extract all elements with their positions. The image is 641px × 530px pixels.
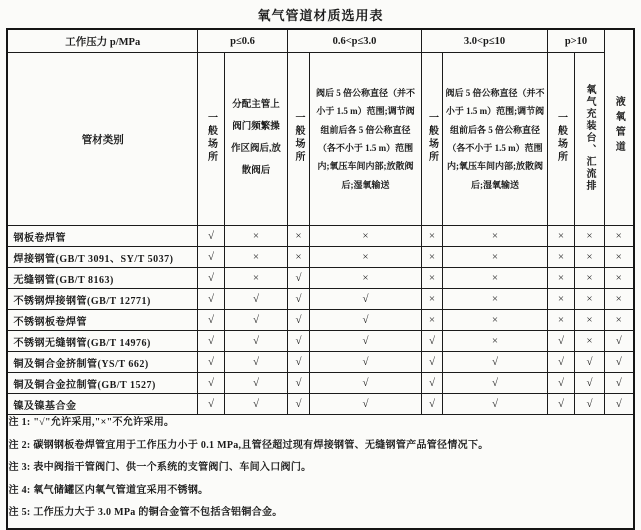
table-body bbox=[7, 226, 633, 415]
table-row bbox=[7, 289, 633, 310]
table-row bbox=[7, 247, 633, 268]
oxygen-pipe-material-table bbox=[6, 28, 634, 530]
mark-cell: × bbox=[605, 226, 634, 247]
mark-cell: × bbox=[548, 247, 575, 268]
note-2: 注 2: 碳钢钢板卷焊管宜用于工作压力小于 0.1 MPa,且管径超过现有焊接钢管、无缝钢管产品管径情况下。 bbox=[8, 439, 489, 451]
mark-cell: √ bbox=[548, 331, 575, 352]
mark-cell: √ bbox=[605, 373, 634, 394]
mark-cell: × bbox=[575, 289, 605, 310]
material-name: 不锈钢焊接钢管(GB/T 12771) bbox=[7, 289, 197, 310]
note-3: 注 3: 表中阀指干管阀门、供一个系统的支管阀门、车间入口阀门。 bbox=[8, 462, 312, 473]
table-notes bbox=[7, 415, 633, 529]
material-name: 钢板卷焊管 bbox=[7, 226, 197, 247]
mark-cell: √ bbox=[443, 394, 548, 415]
material-name: 镍及镍基合金 bbox=[7, 394, 197, 415]
mark-cell: √ bbox=[288, 268, 310, 289]
mark-cell: × bbox=[575, 226, 605, 247]
subheader-general-3: 一般场所 bbox=[422, 53, 443, 226]
notes-cell bbox=[7, 415, 633, 529]
mark-cell: × bbox=[288, 226, 310, 247]
mark-cell: × bbox=[310, 226, 422, 247]
mark-cell: √ bbox=[575, 352, 605, 373]
material-name: 焊接钢管(GB/T 3091、SY/T 5037) bbox=[7, 247, 197, 268]
mark-cell: √ bbox=[605, 331, 634, 352]
mark-cell: √ bbox=[197, 268, 224, 289]
table-row bbox=[7, 268, 633, 289]
mark-cell: √ bbox=[224, 331, 287, 352]
material-name: 无缝钢管(GB/T 8163) bbox=[7, 268, 197, 289]
mark-cell: √ bbox=[443, 352, 548, 373]
mark-cell: × bbox=[605, 289, 634, 310]
mark-cell: √ bbox=[197, 310, 224, 331]
subheader-general-1: 一般场所 bbox=[197, 53, 224, 226]
mark-cell: × bbox=[422, 226, 443, 247]
mark-cell: √ bbox=[197, 247, 224, 268]
mark-cell: × bbox=[443, 310, 548, 331]
mark-cell: × bbox=[548, 310, 575, 331]
mark-cell: √ bbox=[197, 394, 224, 415]
mark-cell: × bbox=[548, 268, 575, 289]
table-row bbox=[7, 310, 633, 331]
mark-cell: √ bbox=[288, 289, 310, 310]
pressure-group-4: p>10 bbox=[548, 29, 605, 53]
material-name: 不锈钢无缝钢管(GB/T 14976) bbox=[7, 331, 197, 352]
mark-cell: × bbox=[575, 331, 605, 352]
mark-cell: × bbox=[443, 268, 548, 289]
pressure-group-3: 3.0<p≤10 bbox=[422, 29, 548, 53]
mark-cell: √ bbox=[548, 352, 575, 373]
mark-cell: √ bbox=[224, 310, 287, 331]
mark-cell: √ bbox=[197, 352, 224, 373]
mark-cell: × bbox=[224, 268, 287, 289]
mark-cell: × bbox=[575, 268, 605, 289]
subheader-distribution-valve: 分配主管上阀门频繁操作区阀后,放散阀后 bbox=[224, 53, 287, 226]
mark-cell: √ bbox=[288, 310, 310, 331]
mark-cell: √ bbox=[310, 289, 422, 310]
subheader-general-4: 一般场所 bbox=[548, 53, 575, 226]
mark-cell: √ bbox=[310, 331, 422, 352]
pressure-group-1: p≤0.6 bbox=[197, 29, 287, 53]
mark-cell: √ bbox=[575, 394, 605, 415]
material-name: 不锈钢板卷焊管 bbox=[7, 310, 197, 331]
mark-cell: √ bbox=[288, 373, 310, 394]
mark-cell: × bbox=[310, 268, 422, 289]
note-1: 注 1: "√"允许采用,"×"不允许采用。 bbox=[8, 417, 175, 428]
mark-cell: √ bbox=[197, 226, 224, 247]
mark-cell: √ bbox=[605, 352, 634, 373]
material-name: 铜及铜合金拉制管(GB/T 1527) bbox=[7, 373, 197, 394]
mark-cell: × bbox=[605, 268, 634, 289]
mark-cell: √ bbox=[310, 352, 422, 373]
mark-cell: × bbox=[422, 247, 443, 268]
mark-cell: × bbox=[224, 247, 287, 268]
mark-cell: √ bbox=[422, 373, 443, 394]
mark-cell: × bbox=[288, 247, 310, 268]
mark-cell: √ bbox=[575, 373, 605, 394]
mark-cell: √ bbox=[548, 373, 575, 394]
subheader-general-2: 一般场所 bbox=[288, 53, 310, 226]
table-row bbox=[7, 226, 633, 247]
table-row bbox=[7, 331, 633, 352]
table-title: 氧气管道材质选用表 bbox=[257, 8, 384, 23]
mark-cell: × bbox=[224, 226, 287, 247]
mark-cell: √ bbox=[310, 394, 422, 415]
mark-cell: √ bbox=[310, 373, 422, 394]
mark-cell: √ bbox=[310, 310, 422, 331]
mark-cell: √ bbox=[224, 289, 287, 310]
mark-cell: × bbox=[443, 247, 548, 268]
header-row-conditions bbox=[7, 53, 633, 226]
mark-cell: √ bbox=[288, 394, 310, 415]
mark-cell: √ bbox=[224, 373, 287, 394]
subheader-valve-zone-2: 阀后 5 倍公称直径（并不小于 1.5 m）范围;调节阀组前后各 5 倍公称直径（各不小于 1.5 m）范围内;氧压车间内部;放散阀后;湿氧输送 bbox=[443, 53, 548, 226]
table-row bbox=[7, 373, 633, 394]
mark-cell: √ bbox=[224, 352, 287, 373]
mark-cell: × bbox=[443, 226, 548, 247]
mark-cell: √ bbox=[605, 394, 634, 415]
mark-cell: √ bbox=[288, 352, 310, 373]
mark-cell: × bbox=[605, 247, 634, 268]
pressure-group-2: 0.6<p≤3.0 bbox=[288, 29, 422, 53]
mark-cell: √ bbox=[197, 289, 224, 310]
mark-cell: √ bbox=[197, 331, 224, 352]
mark-cell: × bbox=[422, 310, 443, 331]
mark-cell: × bbox=[443, 331, 548, 352]
corner-cell-material-category: 管材类别 bbox=[7, 53, 197, 226]
mark-cell: √ bbox=[443, 373, 548, 394]
liquid-oxygen-label: 液氧管道 bbox=[613, 96, 625, 156]
mark-cell: √ bbox=[422, 394, 443, 415]
column-liquid-oxygen bbox=[605, 29, 634, 226]
mark-cell: √ bbox=[422, 352, 443, 373]
mark-cell: × bbox=[548, 226, 575, 247]
mark-cell: √ bbox=[288, 331, 310, 352]
mark-cell: √ bbox=[548, 394, 575, 415]
mark-cell: × bbox=[443, 289, 548, 310]
mark-cell: × bbox=[310, 247, 422, 268]
mark-cell: × bbox=[422, 268, 443, 289]
header-row-pressure bbox=[7, 29, 633, 53]
mark-cell: × bbox=[575, 310, 605, 331]
note-4: 注 4: 氧气储罐区内氧气管道宜采用不锈钢。 bbox=[8, 484, 209, 496]
material-name: 铜及铜合金挤制管(YS/T 662) bbox=[7, 352, 197, 373]
corner-cell-working-pressure: 工作压力 p/MPa bbox=[7, 29, 197, 53]
mark-cell: × bbox=[605, 310, 634, 331]
table-row bbox=[7, 352, 633, 373]
mark-cell: × bbox=[575, 247, 605, 268]
notes-row bbox=[7, 415, 633, 529]
subheader-filling-station: 氧气充装台、汇流排 bbox=[575, 53, 605, 226]
mark-cell: × bbox=[548, 289, 575, 310]
mark-cell: √ bbox=[224, 394, 287, 415]
mark-cell: × bbox=[422, 289, 443, 310]
table-row bbox=[7, 394, 633, 415]
note-5: 注 5: 工作压力大于 3.0 MPa 的铜合金管不包括含铝铜合金。 bbox=[8, 507, 283, 518]
mark-cell: √ bbox=[422, 331, 443, 352]
mark-cell: √ bbox=[197, 373, 224, 394]
table-header bbox=[7, 29, 633, 226]
subheader-valve-zone-1: 阀后 5 倍公称直径（并不小于 1.5 m）范围;调节阀组前后各 5 倍公称直径（各不小于 1.5 m）范围内;氧压车间内部;放散阀后;湿氧输送 bbox=[310, 53, 422, 226]
